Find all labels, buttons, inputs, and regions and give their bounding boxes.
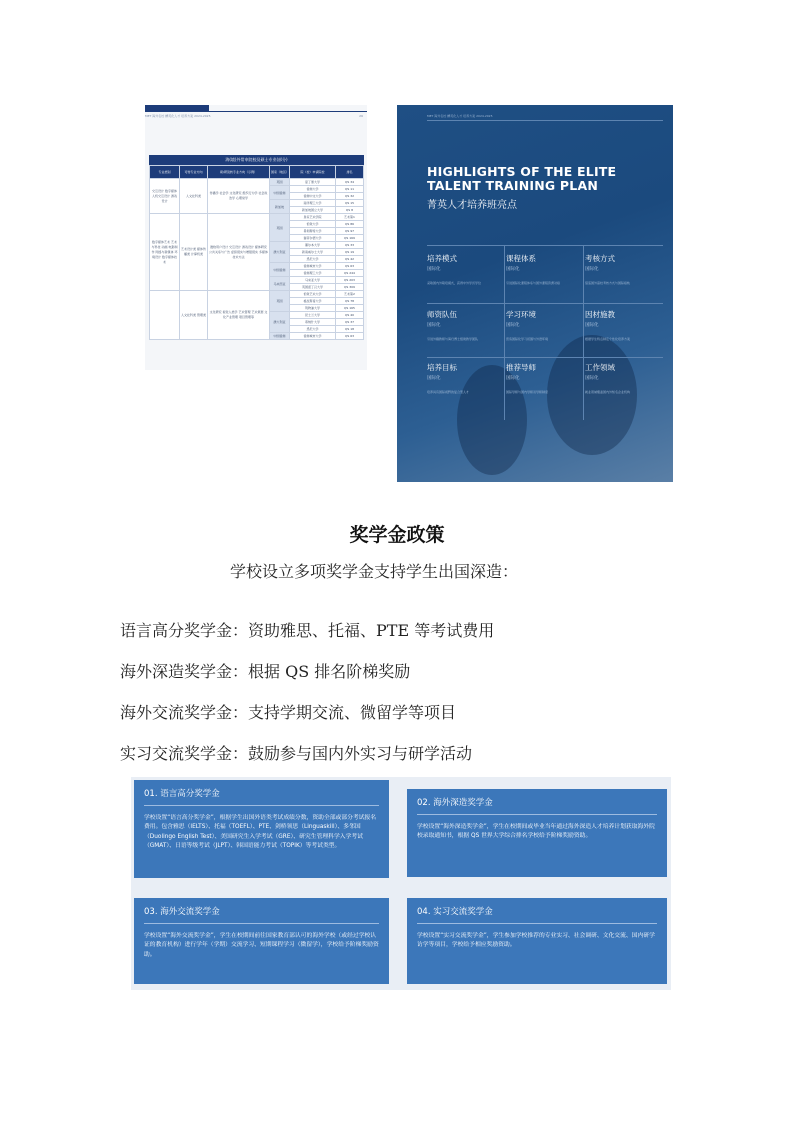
table-cell-category (150, 291, 180, 340)
table-cell-rank: QS 32 (336, 193, 364, 200)
page-number: 26 (359, 114, 363, 118)
table-cell-region: 澳大利亚 (270, 312, 290, 333)
highlight-item (585, 309, 655, 341)
table-cell-majors: 传播学 社会学 文化研究 组织行为学 社会政治学 心理常学 (208, 179, 270, 214)
column-header: 可转专业方向 (180, 166, 208, 179)
grid-divider (427, 245, 663, 246)
card-body: 学校设置“实习交流奖学金”，学生参加学校推荐的专业实习、社会调研、文化交流、国内研学访学等项目，学校给予相应奖励资助。 (417, 932, 655, 948)
table-cell-rank: QS 8 (336, 207, 364, 214)
table-cell-school: 伦敦艺术大学 (290, 291, 336, 298)
column-header: 国家（地区） (270, 166, 290, 179)
card-title: 03. 海外交流奖学金 (144, 907, 220, 917)
table-cell-rank: QS 165 (336, 305, 364, 312)
table-cell-school: 香港大学 (290, 186, 336, 193)
highlight-description: 根据学生特点制定个性化培养方案 (585, 337, 631, 341)
table-cell-rank: QS 63 (336, 263, 364, 270)
table-cell-rank: QS 244 (336, 270, 364, 277)
highlight-description: 引进外籍教师与海归博士组建教学团队 (427, 337, 479, 341)
highlight-item (585, 362, 655, 394)
table-cell-region: 中国香港 (270, 186, 290, 200)
table-cell-school: 爱丁堡大学 (290, 179, 336, 186)
highlight-title: 因材施教 (585, 310, 615, 319)
table-cell-school: 格拉斯哥大学 (290, 298, 336, 305)
table-cell-region: 澳大利亚 (270, 242, 290, 263)
table-cell-direction: 人文社科类 管理类 (180, 291, 208, 340)
highlight-item (427, 309, 497, 341)
highlight-item (506, 309, 576, 341)
table-cell-school: 英国诺丁汉大学 (290, 284, 336, 291)
table-cell-category: 数字媒体艺术 艺术与科技 动画 电影制作 网络与新媒体 环境设计 数字媒体技术 (150, 214, 180, 291)
table-cell-school: 香港城市大学 (290, 333, 336, 340)
table-cell-rank: QS 40 (336, 312, 364, 319)
highlight-title: 培养目标 (427, 363, 457, 372)
table-cell-school: 莫纳什大学 (290, 319, 336, 326)
brochure-page-right (397, 105, 673, 482)
table-cell-rank: QS 63 (336, 333, 364, 340)
card-body: 学校设置“语言高分奖学金”，根据学生出国外语类考试成绩分数，资助全部或部分考试报名费用。包含雅思（IELTS）、托福（TOEFL）、PTE、剑桥领思（Linguaskill）、多邻国（Duolingo English Test）、美国研究生入学考试（GRE）、研究生管理科学入学考试（GMAT）、日语等级考试（JLPT）、韩国语能力考试（TOPIK）等考试类型。 (144, 814, 377, 849)
highlight-item (506, 362, 576, 394)
highlight-title: 推荐导师 (506, 363, 536, 372)
table-row (150, 179, 364, 186)
table-cell-rank: QS 11 (336, 186, 364, 193)
highlight-item (585, 253, 655, 285)
highlight-title: 考核方式 (585, 254, 615, 263)
table-cell-region: 英国 (270, 179, 290, 186)
highlight-title: 工作领域 (585, 363, 615, 372)
scholarship-cards (131, 777, 671, 990)
table-cell-school: 谢菲尔德大学 (290, 235, 336, 242)
table-cell-rank: QS 203 (336, 277, 364, 284)
scholarship-card (134, 780, 389, 878)
table-cell-school: 皇家艺术学院 (290, 214, 336, 221)
highlight-subtitle: 国际化 (585, 267, 599, 272)
card-body: 学校设置“海外深造奖学金”，学生在校期间或毕业当年通过海外深造人才培养计划获取海外院校录取通知书，根据 QS 世界大学综合排名学校给予阶梯奖励资助。 (417, 823, 655, 839)
table-cell-rank: QS 97 (336, 228, 364, 235)
table-cell-rank: QS 33 (336, 242, 364, 249)
table-cell-school: 新南威尔士大学 (290, 249, 336, 256)
table-cell-rank: QS 15 (336, 200, 364, 207)
page-header-text: MET 海外名校 精英化人才 培养方案 2024-2025 (427, 114, 493, 118)
section-intro: 学校设立多项奖学金支持学生出国深造： (230, 562, 519, 581)
table-row (150, 214, 364, 221)
table-header-row (150, 166, 364, 179)
highlight-title: 师资队伍 (427, 310, 457, 319)
table-cell-rank: QS 86 (336, 221, 364, 228)
table-cell-rank: QS 42 (336, 256, 364, 263)
table-cell-school: 南洋理工大学 (290, 200, 336, 207)
highlight-subtitle: 国际化 (427, 267, 441, 272)
grid-divider (583, 245, 584, 420)
highlight-description: 营造国际化学习氛围与外语环境 (506, 337, 549, 341)
highlight-subtitle: 国际化 (585, 323, 599, 328)
scholarship-list-item: 实习交流奖学金：鼓励参与国内外实习与研学活动 (120, 744, 473, 763)
card-body: 学校设置“海外交流奖学金”，学生在校期间前往国家教育部认可的海外学校（或经过学校认证的教育机构）进行学年（学期）交流学习、短期课程学习（微留学），学校给予阶梯奖励资助。 (144, 932, 379, 958)
table-cell-rank: QS 169 (336, 235, 364, 242)
highlight-title: 培养模式 (427, 254, 457, 263)
brochure-page-left (145, 105, 367, 370)
highlight-item (427, 362, 497, 394)
table-cell-rank: QS 18 (336, 326, 364, 333)
title-line: HIGHLIGHTS OF THE ELITE (427, 164, 617, 179)
table-cell-region: 马来西亚 (270, 277, 290, 291)
highlight-subtitle: 国际化 (427, 376, 441, 381)
grid-divider (427, 303, 663, 304)
table-cell-school: 曼彻斯特大学 (290, 228, 336, 235)
table-cell-rank: QS 309 (336, 284, 364, 291)
highlight-description: 国际导师与国内导师双导师制度 (506, 390, 549, 394)
column-header: 硕/研读转专业方向（示例） (208, 166, 270, 179)
table-cell-rank: 艺术第2 (336, 291, 364, 298)
scholarship-list-item: 海外深造奖学金：根据 QS 排名阶梯奖励 (120, 662, 411, 681)
table-cell-rank: QS 37 (336, 319, 364, 326)
column-header: 专业类别 (150, 166, 180, 179)
highlight-title: 课程体系 (506, 254, 536, 263)
table-cell-school: 香港中文大学 (290, 193, 336, 200)
table-cell-school: 马来亚大学 (290, 277, 336, 284)
highlight-subtitle: 国际化 (506, 267, 520, 272)
highlight-subtitle: 国际化 (585, 376, 599, 381)
table-cell-direction: 人文社科类 (180, 179, 208, 214)
table-cell-majors: 文化研究 视觉人类学 艺术管理 艺术策展 文化产业管理 项目管理等 (208, 291, 270, 340)
table-cell-school: 新加坡国立大学 (290, 207, 336, 214)
table-cell-school: 伦敦大学 (290, 221, 336, 228)
scholarship-list-item: 语言高分奖学金：资助雅思、托福、PTE 等考试费用 (120, 621, 495, 640)
highlight-description: 引进国际化课程体系与国外课程资源对接 (506, 281, 561, 285)
table-cell-rank: QS 34 (336, 179, 364, 186)
table-cell-region: 中国香港 (270, 333, 290, 340)
table-cell-majors: 微软用户设计 交互设计 游戏设计 媒体研究 公共关系与广告 虚拟现实与增强现实 多媒体技术方法 (208, 214, 270, 291)
majors-table (149, 155, 364, 340)
table-cell-region: 英国 (270, 291, 290, 312)
table-cell-school: 香港城市大学 (290, 263, 336, 270)
table-cell-rank: QS 19 (336, 249, 364, 256)
highlight-description: 就业领域覆盖国内外知名企业机构 (585, 390, 631, 394)
highlight-subtitle: 国际化 (506, 323, 520, 328)
table-cell-school: 悉尼大学 (290, 256, 336, 263)
header-divider (145, 111, 367, 112)
table-row (150, 291, 364, 298)
scholarship-card (407, 789, 667, 877)
column-header: 排名 (336, 166, 364, 179)
table-cell-school: 昆士兰大学 (290, 312, 336, 319)
highlight-item (427, 253, 497, 285)
highlights-title-cn: 菁英人才培养班亮点 (427, 200, 517, 211)
table-cell-direction: 艺术设计类 媒体传播类 计算机类 (180, 214, 208, 291)
highlight-description: 采取国内外联培模式，获得中外学历学位 (427, 281, 482, 285)
table-cell-school: 悉尼大学 (290, 326, 336, 333)
table-cell-school: 利物浦大学 (290, 305, 336, 312)
scholarship-list-item: 海外交流奖学金：支持学期交流、微留学等项目 (120, 703, 457, 722)
table-cell-school: 墨尔本大学 (290, 242, 336, 249)
table-cell-region: 英国 (270, 214, 290, 242)
table-cell-region: 中国香港 (270, 263, 290, 277)
background-photo-figure (547, 335, 637, 455)
card-title: 01. 语言高分奖学金 (144, 789, 220, 799)
table-cell-category: 交互设计 数字媒体 人机交互设计 游戏设计 (150, 179, 180, 214)
highlight-description: 借鉴国外高校考核方式与国际接轨 (585, 281, 631, 285)
page-header-text: MET 海外名校 精英化人才 培养方案 2024-2025 (145, 114, 211, 118)
highlight-description: 培养具有国际视野的复合型人才 (427, 390, 470, 394)
table-cell-school: 香港理工大学 (290, 270, 336, 277)
table-title: 海(境)外常申院校及硕士专业(部分) (149, 155, 364, 165)
highlight-subtitle: 国际化 (427, 323, 441, 328)
section-heading: 奖学金政策 (349, 524, 445, 546)
highlight-title: 学习环境 (506, 310, 536, 319)
card-title: 02. 海外深造奖学金 (417, 798, 493, 808)
table-cell-rank: QS 78 (336, 298, 364, 305)
card-title: 04. 实习交流奖学金 (417, 907, 493, 917)
header-divider (427, 120, 663, 121)
scholarship-card (407, 898, 667, 984)
grid-divider (427, 357, 663, 358)
scholarship-card (134, 898, 389, 984)
table-cell-region: 新加坡 (270, 200, 290, 214)
highlights-title-en (427, 165, 616, 193)
grid-divider (504, 245, 505, 420)
highlight-item (506, 253, 576, 285)
highlight-subtitle: 国际化 (506, 376, 520, 381)
title-line: TALENT TRAINING PLAN (427, 178, 598, 193)
column-header: 院（校）申请院校 (290, 166, 336, 179)
table-cell-rank: 艺术第1 (336, 214, 364, 221)
